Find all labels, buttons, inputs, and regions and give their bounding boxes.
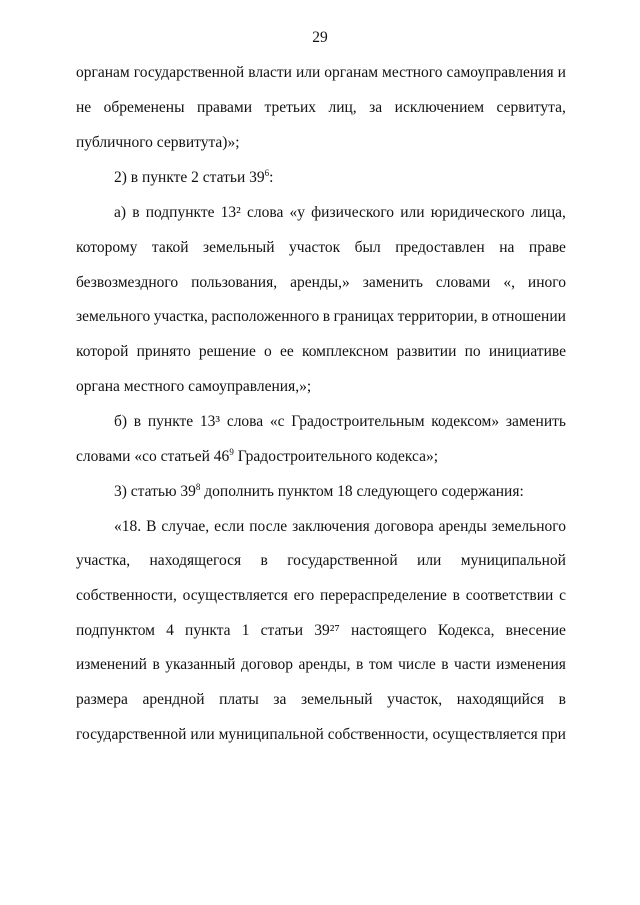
page-number: 29: [312, 29, 328, 46]
text-line: словами «со статьей $46^9$ Градостроительного кодекса»;: [76, 447, 439, 465]
text-line: которой принято решение о ее комплексном развитии по инициативе: [76, 343, 566, 360]
text-line: изменений в указанный договор аренды, в том числе в части изменения: [76, 656, 566, 673]
text-line: органам государственной власти или органам местного самоуправления и: [76, 64, 566, 81]
text-line: собственности, осуществляется его перераспределение в соответствии с: [76, 587, 566, 604]
text-line: 3) статью $39^8$ дополнить пунктом 18 следующего содержания:: [114, 482, 524, 500]
text-line: органа местного самоуправления,»;: [76, 378, 312, 395]
text-line: публичного сервитута)»;: [76, 134, 240, 151]
text-line: размера арендной платы за земельный участок, находящийся в: [76, 691, 566, 708]
text-line: государственной или муниципальной собственности, осуществляется при: [76, 726, 566, 743]
text-line: которому такой земельный участок был предоставлен на праве: [76, 239, 566, 256]
text-line: 2) в пункте 2 статьи $39^6$:: [114, 168, 274, 186]
text-line: не обременены правами третьих лиц, за исключением сервитута,: [76, 99, 566, 116]
text-line: участка, находящегося в государственной или муниципальной: [76, 552, 566, 569]
text-line: земельного участка, расположенного в границах территории, в отношении: [76, 308, 566, 325]
text-line: а) в подпункте 13² слова «у физического или юридического лица,: [114, 204, 566, 221]
text-line: безвозмездного пользования, аренды,» заменить словами «, иного: [76, 274, 566, 291]
text-line: «18. В случае, если после заключения договора аренды земельного: [114, 518, 566, 535]
text-line: подпунктом 4 пункта 1 статьи 39²⁷ настоящего Кодекса, внесение: [76, 622, 566, 639]
text-line: б) в пункте 13³ слова «с Градостроительным кодексом» заменить: [114, 413, 566, 430]
